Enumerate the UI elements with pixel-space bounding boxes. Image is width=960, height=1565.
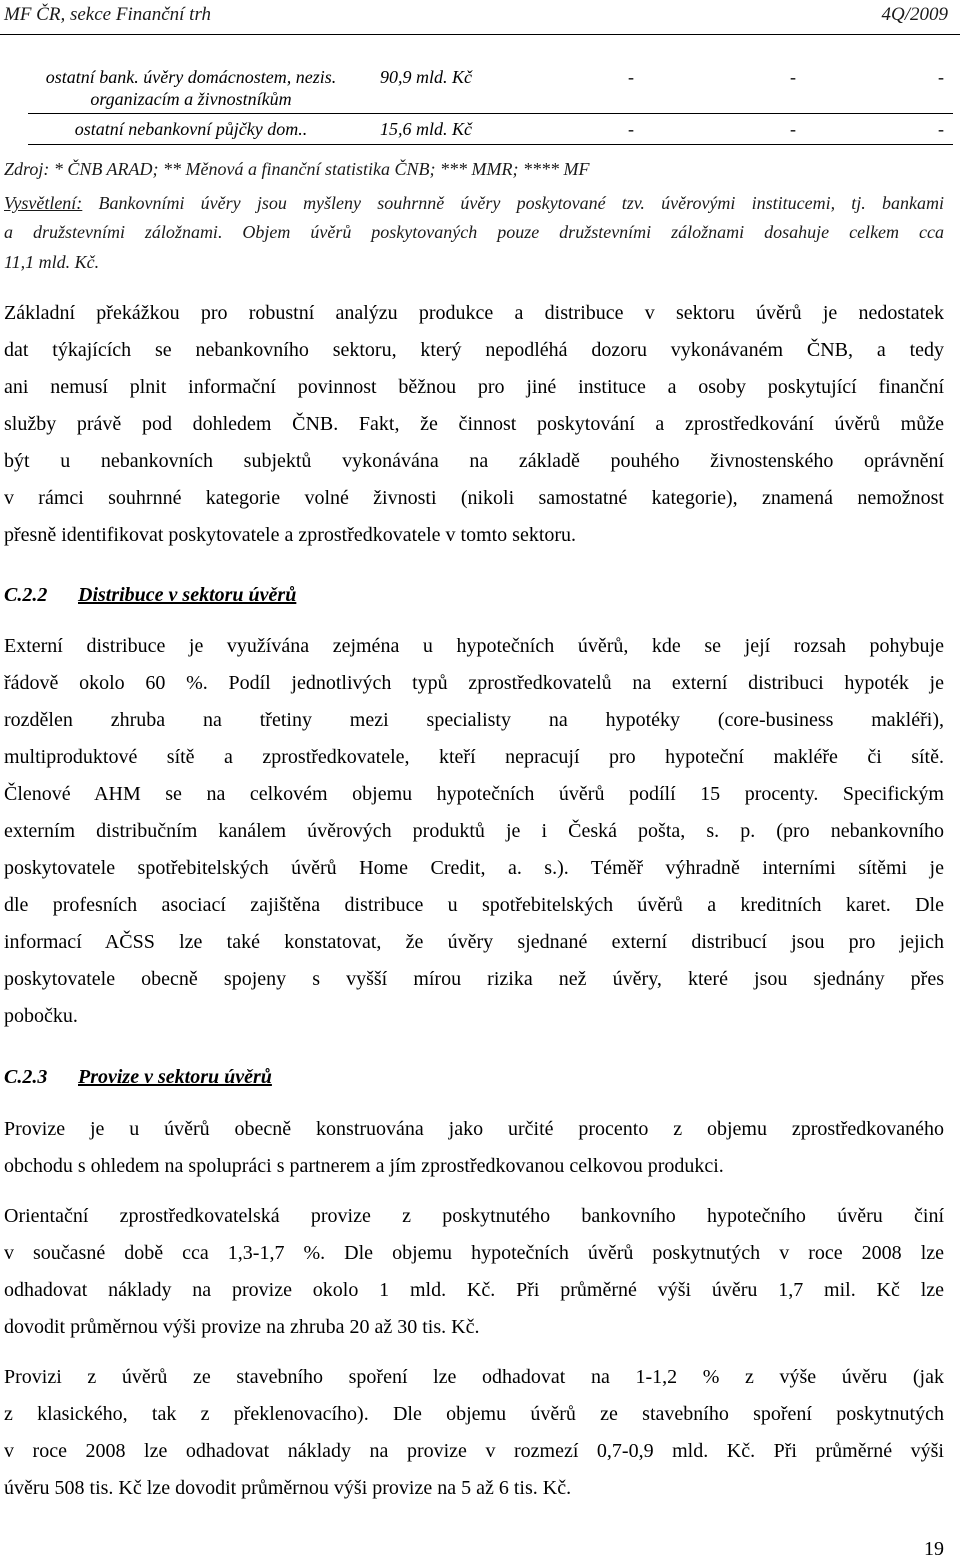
text-line: pobočku.	[4, 1005, 78, 1027]
table-cell: -	[628, 119, 634, 139]
text-line: poskytovatele obecně spojeny s vyšší mírou rizika než úvěry, které jsou sjednány přes	[4, 968, 944, 990]
section-title: Provize v sektoru úvěrů	[78, 1066, 272, 1088]
table-row-value: 90,9 mld. Kč	[380, 67, 472, 87]
text-line: Provize je u úvěrů obecně konstruována jako určité procento z objemu zprostředkovaného	[4, 1118, 944, 1140]
text-line: řádově okolo 60 %. Podíl jednotlivých typů zprostředkovatelů na externí distribuci hypoték je	[4, 672, 944, 694]
text-line: informací AČSS lze také konstatovat, že úvěry sjednané externí distribucí jsou pro jejich	[4, 931, 944, 953]
text-line: dat týkajících se nebankovního sektoru, který nepodléhá dozoru vykonávaném ČNB, a tedy	[4, 339, 944, 361]
running-header	[0, 0, 960, 36]
text-line: multiproduktové sítě a zprostředkovatele, kteří nepracují pro hypoteční makléře či sítě.	[4, 746, 944, 768]
header-period: 4Q/2009	[881, 4, 948, 25]
table-cell: -	[790, 67, 796, 87]
text-line: služby právě pod dohledem ČNB. Fakt, že činnost poskytování a zprostředkování úvěrů může	[4, 413, 944, 435]
text-line: dovodit průměrnou výši provize na zhruba 20 až 30 tis. Kč.	[4, 1316, 480, 1338]
text-line: Provizi z úvěrů ze stavebního spoření lze odhadovat na 1-1,2 % z výše úvěru (jak	[4, 1366, 944, 1388]
explanation-text: a družstevními záložnami. Objem úvěrů poskytovaných pouze družstevními záložnami dosahuje celkem cca	[4, 222, 944, 242]
text-line: ani nemusí plnit informační povinnost běžnou pro jiné instituce a osoby poskytující finanční	[4, 376, 944, 398]
text-line: poskytovatele spotřebitelských úvěrů Home Credit, a. s.). Téměř výhradně interními sítěmi je	[4, 857, 944, 879]
table-rule	[28, 113, 953, 114]
table-row	[0, 64, 960, 112]
section-heading	[4, 584, 296, 607]
text-line: úvěru 508 tis. Kč lze dovodit průměrnou výši provize na 5 až 6 tis. Kč.	[4, 1477, 572, 1499]
text-line: v rámci souhrnné kategorie volné živnosti (nikoli samostatné kategorie), znamená nemožnost	[4, 487, 944, 509]
header-publisher: MF ČR, sekce Finanční trh	[4, 4, 212, 25]
paragraph	[4, 295, 944, 554]
section-number: C.2.3	[4, 1066, 48, 1088]
paragraph	[4, 1359, 944, 1507]
text-line: být u nebankovních subjektů vykonávána na základě pouhého živnostenského oprávnění	[4, 450, 944, 472]
header-rule	[0, 34, 960, 35]
text-line: obchodu s ohledem na spolupráci s partnerem a jím zprostředkovanou celkovou produkci.	[4, 1155, 724, 1177]
explanation-text: Bankovními úvěry jsou myšleny souhrnně úvěry poskytované tzv. úvěrovými institucemi, tj. bankami	[82, 193, 944, 213]
paragraph	[4, 1198, 944, 1346]
paragraph	[4, 1111, 944, 1185]
page-number: 19	[924, 1538, 944, 1560]
paragraph	[4, 628, 944, 1035]
table-rule	[28, 144, 953, 145]
text-line: externím distribučním kanálem úvěrových produktů je i Česká pošta, s. p. (pro nebankovního	[4, 820, 944, 842]
table-cell: -	[938, 67, 944, 87]
text-line: dle profesních asociací zajištěna distribuce u spotřebitelských úvěrů a kreditních karet. Dle	[4, 894, 944, 916]
text-line: Základní překážkou pro robustní analýzu produkce a distribuce v sektoru úvěrů je nedostatek	[4, 302, 944, 324]
text-line: přesně identifikovat poskytovatele a zprostředkovatele v tomto sektoru.	[4, 524, 577, 546]
table-cell: -	[628, 67, 634, 87]
text-line: v roce 2008 lze odhadovat náklady na provize v rozmezí 0,7-0,9 mld. Kč. Při průměrné výši	[4, 1440, 944, 1462]
table-row-label: ostatní bank. úvěry domácnostem, nezis. organizacím a živnostníkům	[45, 67, 337, 109]
section-title: Distribuce v sektoru úvěrů	[78, 584, 297, 606]
text-line: v současné době cca 1,3-1,7 %. Dle objemu hypotečních úvěrů poskytnutých v roce 2008 lze	[4, 1242, 944, 1264]
text-line: Orientační zprostředkovatelská provize z poskytnutého bankovního hypotečního úvěru činí	[4, 1205, 944, 1227]
text-line: rozdělen zhruba na třetiny mezi specialisty na hypotéky (core-business makléři),	[4, 709, 944, 731]
explanation-label: Vysvětlení:	[4, 193, 83, 213]
explanation-note	[4, 192, 944, 214]
text-line: Členové AHM se na celkovém objemu hypotečních úvěrů podílí 15 procenty. Specifickým	[4, 783, 944, 805]
text-line: Externí distribuce je využívána zejména u hypotečních úvěrů, kde se její rozsah pohybuje	[4, 635, 944, 657]
table-cell: -	[938, 119, 944, 139]
table-row-label: ostatní nebankovní půjčky dom..	[74, 119, 308, 139]
table-row-value: 15,6 mld. Kč	[380, 119, 472, 139]
explanation-text: 11,1 mld. Kč.	[4, 252, 100, 272]
section-heading	[4, 1066, 272, 1089]
text-line: odhadovat náklady na provize okolo 1 mld. Kč. Při průměrné výši úvěru 1,7 mil. Kč lze	[4, 1279, 944, 1301]
section-number: C.2.2	[4, 584, 48, 606]
text-line: z klasického, tak z překlenovacího). Dle objemu úvěrů ze stavebního spoření poskytnutých	[4, 1403, 944, 1425]
source-note: Zdroj: * ČNB ARAD; ** Měnová a finanční statistika ČNB; *** MMR; **** MF	[4, 159, 590, 179]
table-cell: -	[790, 119, 796, 139]
table-row	[0, 118, 960, 142]
